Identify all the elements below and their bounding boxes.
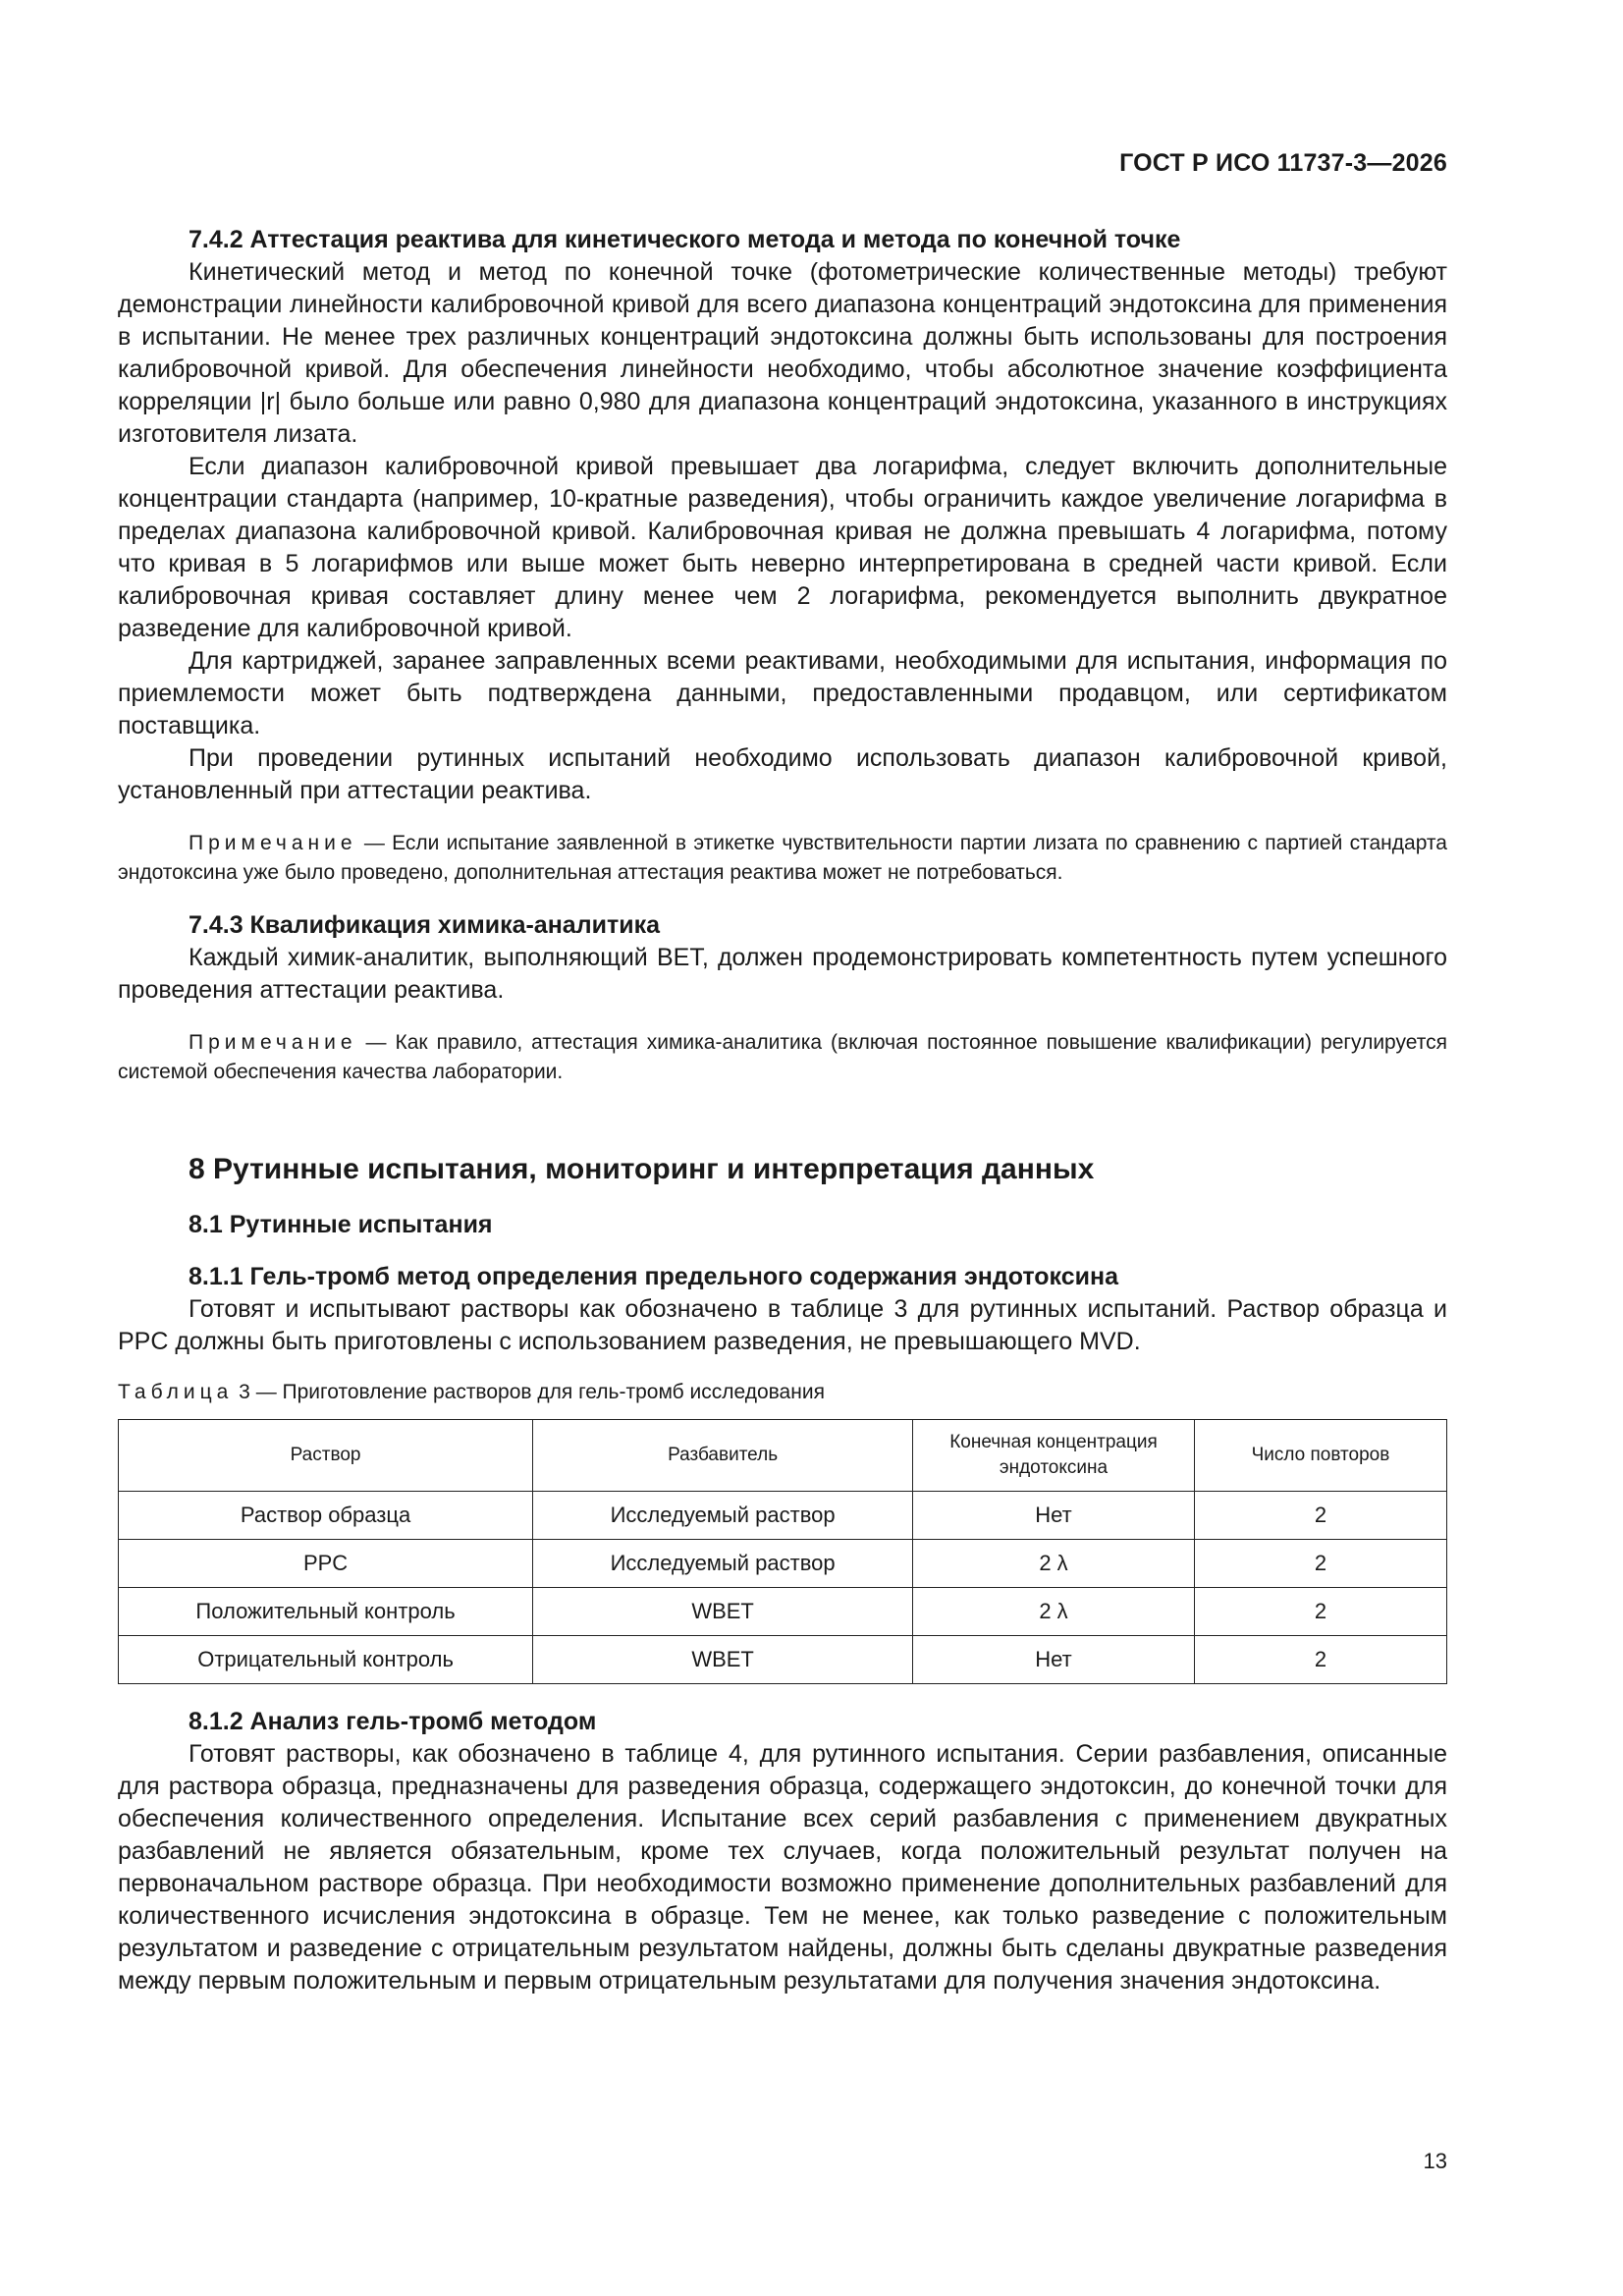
table-caption (118, 1378, 1447, 1407)
table-cell: 2 (1194, 1636, 1446, 1684)
table-cell: Отрицательный контроль (119, 1636, 533, 1684)
section-heading-7-4-2: 7.4.2 Аттестация реактива для кинетического метода и метода по конечной точке (189, 226, 1181, 253)
page-number: 13 (1423, 2149, 1447, 2173)
column-header: Раствор (119, 1420, 533, 1492)
section-heading-7-4-3: 7.4.3 Квалификация химика-аналитика (189, 911, 660, 939)
table-cell: Нет (913, 1636, 1195, 1684)
table-cell: 2 (1194, 1492, 1446, 1540)
column-header: Число повторов (1194, 1420, 1446, 1492)
table-cell: Положительный контроль (119, 1588, 533, 1636)
paragraph: Если диапазон калибровочной кривой превышает два логарифма, следует включить дополнительные концентрации стандарта (например, 10-кратные разведения), чтобы ограничить каждое увеличение логарифма в пределах диапазона калибровочной кривой. Калибровочная кривая не должна превышать 4 логарифма, потому что кривая в 5 логарифмов или выше может быть неверно интерпретирована в средней части кривой. Если калибровочная кривая составляет длину менее чем 2 логарифма, рекомендуется выполнить двукратное разведение для калибровочной кривой. (118, 453, 1447, 642)
paragraph: Готовят и испытывают растворы как обозначено в таблице 3 для рутинных испытаний. Раствор образца и PPC должны быть приготовлены с использованием разведения, не превышающего MVD. (118, 1295, 1447, 1355)
section-heading-8: 8 Рутинные испытания, мониторинг и интерпретация данных (189, 1153, 1095, 1185)
table-3 (118, 1419, 1447, 1684)
paragraph: При проведении рутинных испытаний необходимо использовать диапазон калибровочной кривой, установленный при аттестации реактива. (118, 744, 1447, 804)
paragraph: Готовят растворы, как обозначено в таблице 4, для рутинного испытания. Серии разбавления, описанные для раствора образца, предназначены для разведения образца, содержащего эндотоксин, до конечной точки для обеспечения количественного определения. Испытание всех серий разбавления с применением двукратных разбавлений не является обязательным, кроме тех случаев, когда положительный результат получен на первоначальном растворе образца. При необходимости возможно применение дополнительных разбавлений для количественного исчисления эндотоксина в образце. Тем не менее, как только разведение с положительным результатом и разведение с отрицательным результатом найдены, должны быть сделаны двукратные разведения между первым положительным и первым отрицательным результатами для получения значения эндотоксина. (118, 1740, 1447, 1995)
table-cell: Исследуемый раствор (533, 1540, 913, 1588)
note-text: — Если испытание заявленной в этикетке чувствительности партии лизата по сравнению с партией стандарта эндотоксина уже было проведено, дополнительная аттестация реактива может не потребоваться. (118, 832, 1447, 884)
section-heading-8-1: 8.1 Рутинные испытания (189, 1211, 493, 1238)
table-cell: Нет (913, 1492, 1195, 1540)
column-header: Конечная концентрация эндотоксина (913, 1420, 1195, 1492)
table-cell: WBET (533, 1636, 913, 1684)
table-cell: PPC (119, 1540, 533, 1588)
section-heading-8-1-1: 8.1.1 Гель-тромб метод определения предельного содержания эндотоксина (189, 1263, 1118, 1290)
note (118, 1028, 1447, 1087)
table-cell: 2 λ (913, 1588, 1195, 1636)
page-content (118, 224, 1447, 1997)
table-caption-label: Таблица (118, 1381, 234, 1403)
paragraph: Кинетический метод и метод по конечной точке (фотометрические количественные методы) требуют демонстрации линейности калибровочной кривой для всего диапазона концентраций эндотоксина для применения в испытании. Не менее трех различных концентраций эндотоксина должны быть использованы для построения калибровочной кривой. Для обеспечения линейности необходимо, чтобы абсолютное значение коэффициента корреляции |r| было больше или равно 0,980 для диапазона концентраций эндотоксина, указанного в инструкциях изготовителя лизата. (118, 258, 1447, 448)
table-caption-text: 3 — Приготовление растворов для гель-тромб исследования (233, 1381, 825, 1403)
table-row (119, 1540, 1447, 1588)
document-id: ГОСТ Р ИСО 11737-3—2026 (1119, 149, 1447, 177)
paragraph: Для картриджей, заранее заправленных всеми реактивами, необходимыми для испытания, информация по приемлемости может быть подтверждена данными, предоставленными продавцом, или сертификатом поставщика. (118, 647, 1447, 739)
table-row (119, 1492, 1447, 1540)
table-cell: Исследуемый раствор (533, 1492, 913, 1540)
section-heading-8-1-2: 8.1.2 Анализ гель-тромб методом (189, 1708, 597, 1735)
note-label: Примечание (189, 832, 357, 854)
table-cell: 2 (1194, 1540, 1446, 1588)
table-cell: 2 λ (913, 1540, 1195, 1588)
table-row (119, 1636, 1447, 1684)
table-cell: 2 (1194, 1588, 1446, 1636)
table-cell: WBET (533, 1588, 913, 1636)
note-label: Примечание (189, 1031, 357, 1054)
table-header-row (119, 1420, 1447, 1492)
table-cell: Раствор образца (119, 1492, 533, 1540)
table-row (119, 1588, 1447, 1636)
note-text: — Как правило, аттестация химика-аналитика (включая постоянное повышение квалификации) регулируется системой обеспечения качества лаборатории. (118, 1031, 1447, 1083)
column-header: Разбавитель (533, 1420, 913, 1492)
note (118, 829, 1447, 888)
paragraph: Каждый химик-аналитик, выполняющий BET, должен продемонстрировать компетентность путем успешного проведения аттестации реактива. (118, 944, 1447, 1004)
